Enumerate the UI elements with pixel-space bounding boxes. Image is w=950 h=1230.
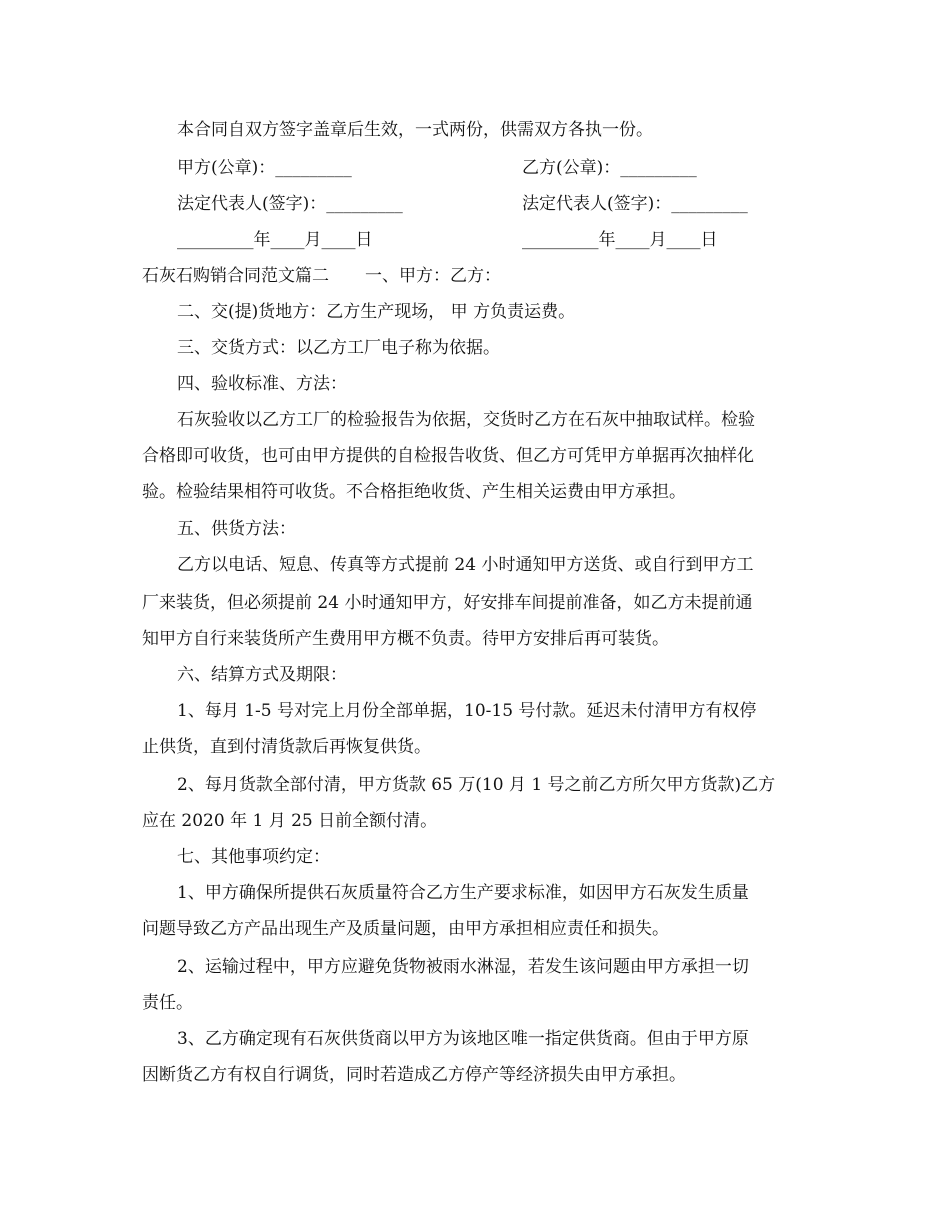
representative-row — [177, 186, 822, 222]
party-b-date-field: _________年____月____日 — [522, 230, 718, 250]
paragraph-line: 责任。 — [142, 993, 193, 1013]
clause-delivery-method: 三、交货方式：以乙方工厂电子称为依据。 — [177, 338, 500, 358]
paragraph-line: 石灰验收以乙方工厂的检验报告为依据，交货时乙方在石灰中抽取试样。检验 — [177, 410, 755, 430]
paragraph-line: 止供货，直到付清货款后再恢复供货。 — [142, 737, 431, 757]
paragraph-line: 合格即可收货，也可由甲方提供的自检报告收货、但乙方可凭甲方单据再次抽样化 — [142, 446, 754, 466]
clause-delivery-place: 二、交(提)货地方：乙方生产现场， 甲 方负责运费。 — [177, 302, 576, 322]
clause-other-heading: 七、其他事项约定： — [177, 847, 330, 867]
party-b-representative-field: 法定代表人(签字)：_________ — [522, 194, 748, 214]
paragraph-line: 应在 2020 年 1 月 25 日前全额付清。 — [142, 811, 438, 831]
clause-acceptance-heading: 四、验收标准、方法： — [177, 374, 347, 394]
party-b-seal-field: 乙方(公章)：_________ — [522, 158, 697, 178]
paragraph-line: 因断货乙方有权自行调货，同时若造成乙方停产等经济损失由甲方承担。 — [142, 1065, 686, 1085]
paragraph-line: 厂来装货，但必须提前 24 小时通知甲方，好安排车间提前准备，如乙方未提前通 — [142, 593, 753, 613]
paragraph-line: 2、每月货款全部付清，甲方货款 65 万(10 月 1 号之前乙方所欠甲方货款)乙方 — [177, 775, 776, 795]
closing-clause: 本合同自双方签字盖章后生效，一式两份，供需双方各执一份。 — [177, 120, 653, 140]
paragraph-line: 问题导致乙方产品出现生产及质量问题，由甲方承担相应责任和损失。 — [142, 919, 669, 939]
party-a-representative-field: 法定代表人(签字)：_________ — [177, 194, 403, 214]
date-row — [177, 222, 822, 258]
clause-supply-heading: 五、供货方法： — [177, 519, 296, 539]
paragraph-line: 3、乙方确定现有石灰供货商以甲方为该地区唯一指定供货商。但由于甲方原 — [177, 1029, 749, 1049]
paragraph-line: 验。检验结果相符可收货。不合格拒绝收货、产生相关运费由甲方承担。 — [142, 482, 686, 502]
section-title-line — [142, 258, 822, 294]
paragraph-line: 2、运输过程中，甲方应避免货物被雨水淋湿，若发生该问题由甲方承担一切 — [177, 957, 749, 977]
paragraph-line: 1、每月 1-5 号对完上月份全部单据，10-15 号付款。延迟未付清甲方有权停 — [177, 701, 757, 721]
parties-heading: 一、甲方：乙方： — [365, 266, 501, 286]
party-a-date-field: _________年____月____日 — [177, 230, 373, 250]
party-a-seal-field: 甲方(公章)：_________ — [177, 158, 352, 178]
clause-settlement-heading: 六、结算方式及期限： — [177, 665, 347, 685]
section-title: 石灰石购销合同范文篇二 — [142, 266, 329, 286]
paragraph-line: 1、甲方确保所提供石灰质量符合乙方生产要求标准，如因甲方石灰发生质量 — [177, 883, 749, 903]
seal-row — [177, 150, 822, 186]
paragraph-line: 乙方以电话、短息、传真等方式提前 24 小时通知甲方送货、或自行到甲方工 — [177, 555, 754, 575]
paragraph-line: 知甲方自行来装货所产生费用甲方概不负责。待甲方安排后再可装货。 — [142, 629, 669, 649]
